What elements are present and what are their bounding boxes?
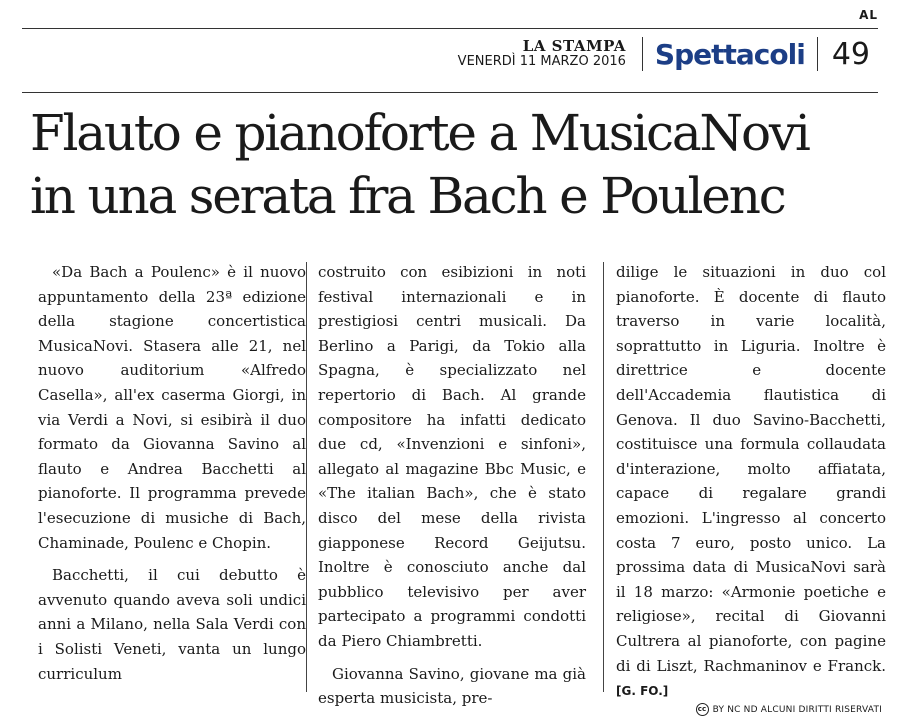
article-column-1 xyxy=(38,260,306,686)
headline-line-1: Flauto e pianoforte a MusicaNovi xyxy=(30,104,809,162)
headline xyxy=(30,102,890,228)
article-paragraph: «Da Bach a Poulenc» è il nuovo appuntamento della 23ª edizione della stagione concertistica MusicaNovi. Stasera alle 21, nel nuovo auditorium «Alfredo Casella», all'ex caserma Giorgi, in via Verdi a Novi, si esibirà il duo formato da Giovanna Savino al flauto e Andrea Bacchetti al pianoforte. Il programma prevede l'esecuzione di musiche di Bach, Chaminade, Poulenc e Chopin. xyxy=(38,263,306,552)
column-rule xyxy=(306,262,307,692)
headline-line-2: in una serata fra Bach e Poulenc xyxy=(30,167,785,225)
masthead xyxy=(458,36,870,72)
license-text: BY NC ND ALCUNI DIRITTI RISERVATI xyxy=(712,704,882,715)
article-paragraph: Bacchetti, il cui debutto è avvenuto quando aveva soli undici anni a Milano, nella Sala Verdi con i Solisti Veneti, vanta un lungo curriculum xyxy=(38,566,306,683)
paper-name: LA STAMPA xyxy=(522,37,626,55)
edition-label: AL xyxy=(859,8,878,22)
masthead-divider xyxy=(642,37,643,71)
page-number: 49 xyxy=(831,36,870,72)
article-column-2 xyxy=(318,260,586,711)
masthead-divider xyxy=(817,37,818,71)
cc-icon: cc xyxy=(696,703,709,716)
paper-info xyxy=(458,38,626,70)
article-paragraph: costruito con esibizioni in noti festival internazionali e in prestigiosi centri musicali. Da Berlino a Parigi, da Tokio alla Spagna, è specializzato nel repertorio di Bach. Al grande compositore ha infatti dedicato due cd, «Invenzioni e sinfoni», allegato al magazine Bbc Music, e «The italian Bach», che è stato disco del mese della rivista giapponese Record Geijutsu. Inoltre è conosciuto anche dal pubblico televisivo per aver partecipato a programmi condotti da Piero Chiambretti. xyxy=(318,263,586,650)
header-rule xyxy=(22,92,878,93)
article-column-3 xyxy=(616,260,886,704)
article-paragraph xyxy=(616,260,886,704)
publication-date: VENERDÌ 11 MARZO 2016 xyxy=(457,54,626,69)
top-rule xyxy=(22,28,878,29)
article-paragraph-text: dilige le situazioni in duo col pianoforte. È docente di flauto traverso in varie località, soprattutto in Liguria. Inoltre è direttrice e docente dell'Accademia flautistica di Genova. Il duo Savino-Bacchetti, costituisce una formula collaudata d'interazione, molto affiatata, capace di regalare grandi emozioni. L'ingresso al concerto costa 7 euro, posto unico. La prossima data di MusicaNovi sarà il 18 marzo: «Armonie poetiche e religiose», recital di Giovanni Cultrera al pianoforte, con pagine di di Liszt, Rachmaninov e Franck. xyxy=(616,263,886,675)
author-signature: [G. FO.] xyxy=(616,684,669,699)
column-rule xyxy=(603,262,604,692)
section-title: Spettacoli xyxy=(654,37,805,71)
license-notice xyxy=(696,703,882,716)
article-paragraph: Giovanna Savino, giovane ma già esperta musicista, pre- xyxy=(318,664,586,708)
